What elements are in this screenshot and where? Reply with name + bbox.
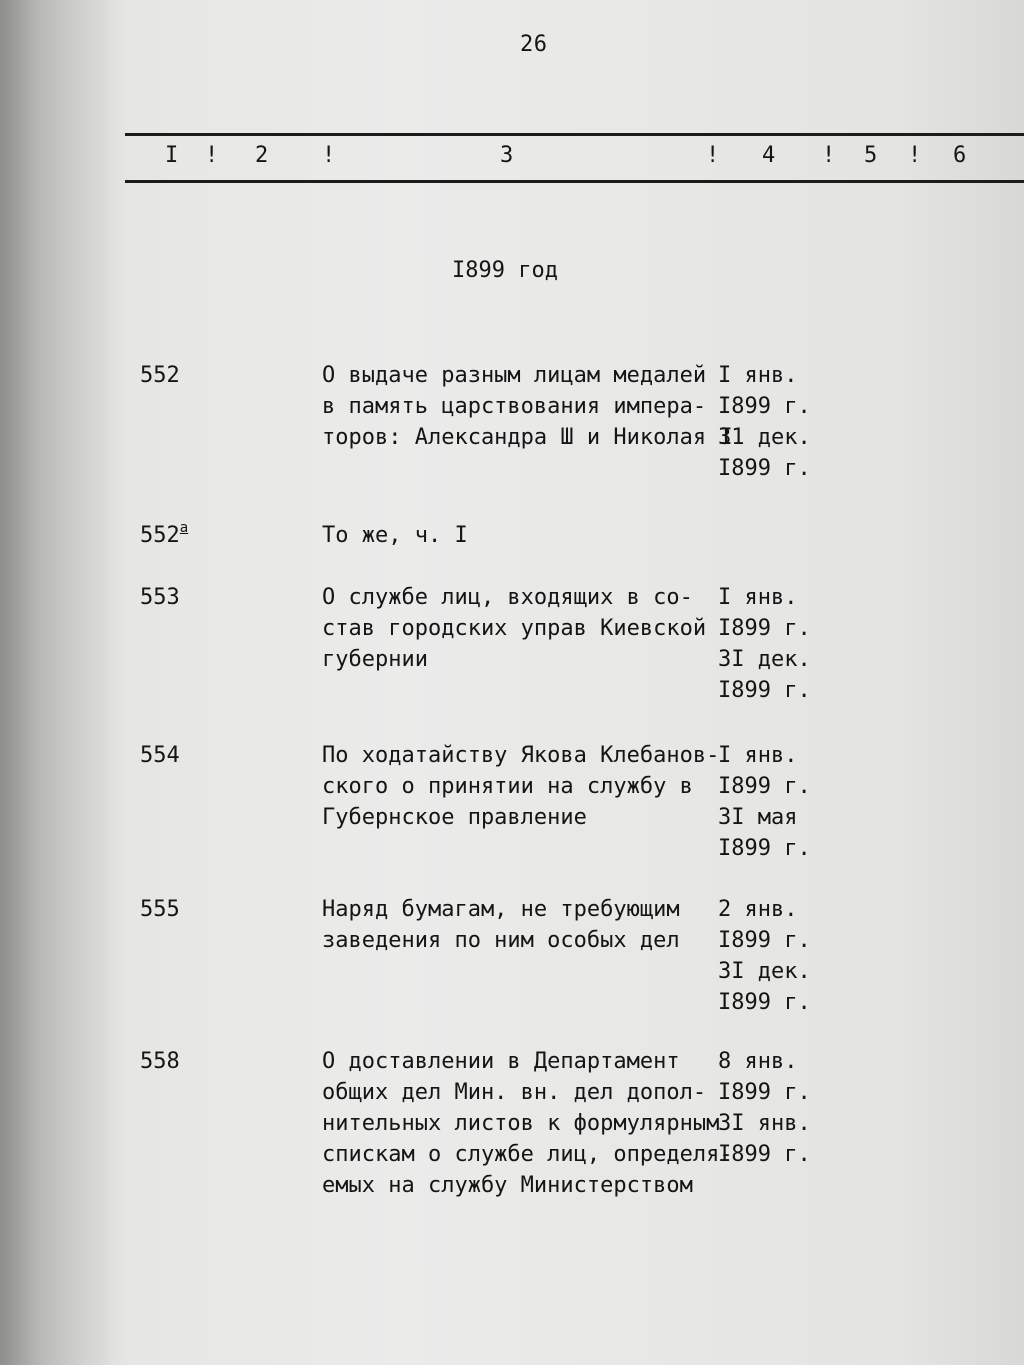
entry-title: О службе лиц, входящих в со- став городских управ Киевской губернии — [322, 585, 707, 672]
year-heading: I899 год — [452, 258, 558, 283]
page-number: 26 — [520, 32, 548, 57]
entry-title: О доставлении в Департамент общих дел Мин. вн. дел допол- нительных листов к формулярным спискам о службе лиц, определя- емых на службу Министерством — [322, 1049, 733, 1198]
entry-title: Наряд бумагам, не требующим заведения по ним особых дел — [322, 897, 680, 953]
header-separator: ! — [822, 143, 836, 168]
table-top-rule — [125, 133, 1024, 136]
header-col-5: 5 — [864, 143, 878, 168]
entry-dates: I янв. I899 г. 3I мая I899 г. — [718, 743, 811, 861]
entry-number: 552 — [140, 363, 180, 388]
entry-number: 553 — [140, 585, 180, 610]
header-separator: ! — [322, 143, 336, 168]
header-col-2: 2 — [255, 143, 269, 168]
entry-title: О выдаче разным лицам медалей в память царствования импера- торов: Александра Ш и Николая I — [322, 363, 733, 450]
table-header-bottom-rule — [125, 180, 1024, 183]
header-col-4: 4 — [762, 143, 776, 168]
page-edge-shadow — [0, 0, 110, 1365]
entry-number: $552^а$ — [140, 520, 189, 548]
header-separator: ! — [908, 143, 922, 168]
entry-number: 555 — [140, 897, 180, 922]
entry-number: 558 — [140, 1049, 180, 1074]
header-separator: ! — [205, 143, 219, 168]
entry-title: По ходатайству Якова Клебанов- ского о принятии на службу в Губернское правление — [322, 743, 720, 830]
header-separator: ! — [706, 143, 720, 168]
header-col-1: I — [165, 143, 179, 168]
entry-dates: I янв. I899 г. 3I дек. I899 г. — [718, 585, 811, 703]
entry-dates: 2 янв. I899 г. 3I дек. I899 г. — [718, 897, 811, 1015]
entry-title: То же, ч. I — [322, 523, 468, 548]
entry-number: 554 — [140, 743, 180, 768]
entry-dates: 8 янв. I899 г. 3I янв. I899 г. — [718, 1049, 811, 1167]
header-col-6: 6 — [953, 143, 967, 168]
header-col-3: 3 — [500, 143, 514, 168]
entry-dates: I янв. I899 г. 31 дек. I899 г. — [718, 363, 811, 481]
